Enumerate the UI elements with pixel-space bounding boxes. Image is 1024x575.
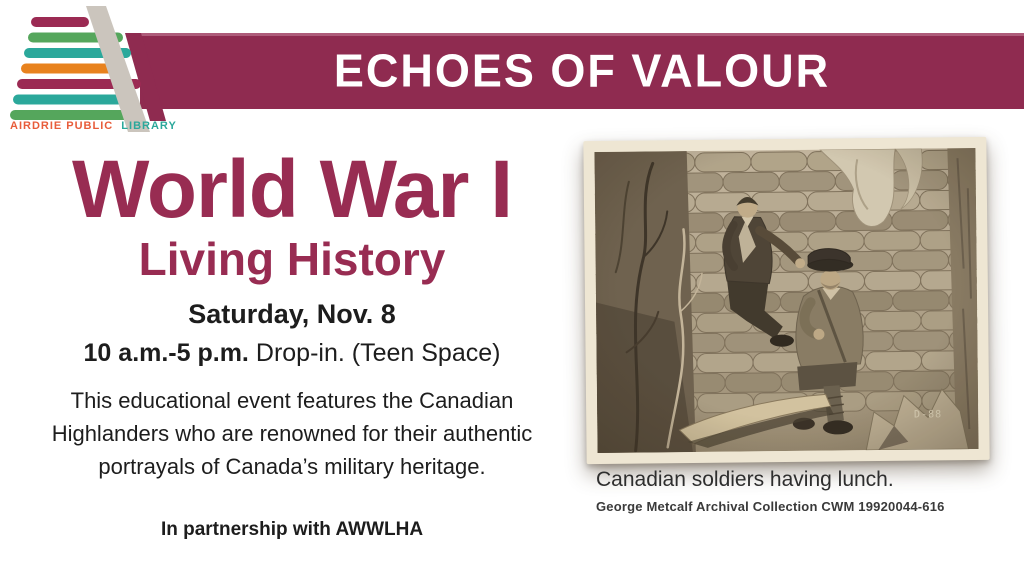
banner	[140, 33, 1024, 109]
photo-caption: Canadian soldiers having lunch.	[596, 468, 894, 491]
library-name-primary: AIRDRIE PUBLIC	[10, 120, 114, 132]
trench-photo-illustration	[594, 148, 978, 453]
partnership-note: In partnership with AWWLHA	[160, 519, 424, 540]
event-time-range: 10 a.m.-5 p.m.	[83, 339, 249, 367]
library-logo	[0, 0, 210, 140]
library-name-secondary: LIBRARY	[121, 120, 177, 132]
event-time	[12, 340, 572, 368]
event-title: World War I	[72, 144, 512, 235]
photo-credit: George Metcalf Archival Collection CWM 19920044-616	[596, 499, 945, 514]
sepia-wash	[594, 148, 978, 453]
library-name	[10, 120, 230, 132]
event-subtitle: Living History	[138, 233, 446, 285]
event-description: This educational event features the Canadian Highlanders who are renowned for their authentic portrayals of Canada’s military heritage.	[51, 388, 533, 479]
event-time-note: Drop-in. (Teen Space)	[255, 339, 501, 367]
archival-photo	[583, 137, 989, 464]
banner-title: ECHOES OF VALOUR	[333, 44, 831, 97]
event-date: Saturday, Nov. 8	[188, 299, 396, 329]
